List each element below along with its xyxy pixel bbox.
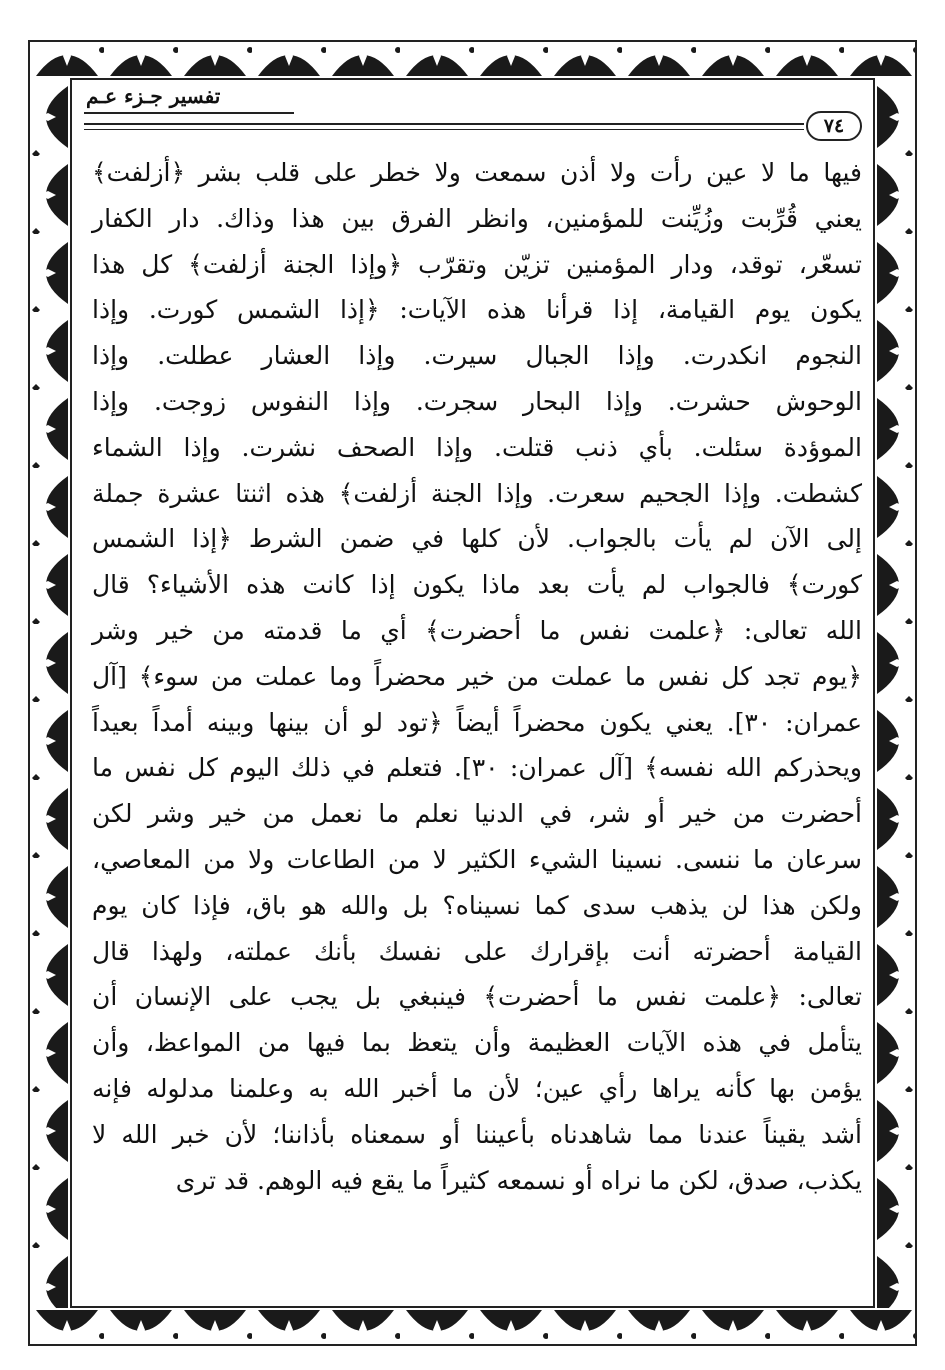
text-line: كورت﴾ فالجواب لم يأت بعد ماذا يكون إذا كانت هذه الأشياء؟ قال xyxy=(92,570,862,600)
text-line: يتأمل في هذه الآيات العظيمة وأن يتعظ بما فيها من المواعظ، وأن xyxy=(92,1028,862,1058)
text-line: أحضرت من خير أو شر، في الدنيا نعلم ما نعمل من خير وشر لكن xyxy=(92,799,862,829)
text-line: النجوم انكدرت. وإذا الجبال سيرت. وإذا العشار عطلت. وإذا xyxy=(92,341,862,371)
text-line: عمران: ٣٠]. يعني يكون محضراً أيضاً ﴿تود لو أن بينها وبينه أمداً بعيداً xyxy=(92,707,862,737)
text-line: أشد يقيناً عندنا مما شاهدناه بأعيننا أو سمعناه بأذاننا؛ لأن خبر الله لا xyxy=(92,1119,862,1149)
text-line: القيامة أحضرته أنت بإقرارك على نفسك بأنك عملته، ولهذا قال xyxy=(92,936,862,966)
title-underline xyxy=(84,112,294,114)
text-line: الموؤدة سئلت. بأي ذنب قتلت. وإذا الصحف نشرت. وإذا الشماء xyxy=(92,432,862,462)
ornament-border-bottom xyxy=(30,1308,915,1344)
text-line: يكون يوم القيامة، إذا قرأنا هذه الآيات: ﴿إذا الشمس كورت. وإذا xyxy=(92,295,862,325)
text-line: فيها ما لا عين رأت ولا أذن سمعت ولا خطر على قلب بشر ﴿أزلفت﴾ xyxy=(92,158,862,187)
page-number-badge xyxy=(806,111,862,141)
running-title: تفسير جـزء عـم xyxy=(86,84,221,108)
text-line: الله تعالى: ﴿علمت نفس ما أحضرت﴾ أي ما قدمته من خير وشر xyxy=(92,615,862,645)
header-rule xyxy=(84,123,804,125)
text-line: ولكن هذا لن يذهب سدى كما نسيناه؟ بل والله هو باق، فإذا كان يوم xyxy=(92,890,862,920)
text-line: تعالى: ﴿علمت نفس ما أحضرت﴾ فينبغي بل يجب على الإنسان أن xyxy=(92,982,862,1012)
ornament-border-right xyxy=(875,78,915,1308)
text-line: إلى الآن لم يأت بالجواب. لأن كلها في ضمن الشرط ﴿إذا الشمس xyxy=(92,524,862,554)
text-line: سرعان ما ننسى. نسينا الشيء الكثير لا من الطاعات ولا من المعاصي، xyxy=(92,844,862,874)
text-line: كشطت. وإذا الجحيم سعرت. وإذا الجنة أزلفت﴾ هذه اثنتا عشرة جملة xyxy=(92,478,862,508)
text-line: ﴿يوم تجد كل نفس ما عملت من خير محضراً وما عملت من سوء﴾ [آل xyxy=(92,661,862,691)
text-line: يكذب، صدق، لكن ما نراه أو نسمعه كثيراً ما يقع فيه الوهم. قد ترى xyxy=(175,1165,862,1195)
text-line: الوحوش حشرت. وإذا البحار سجرت. وإذا النفوس زوجت. وإذا xyxy=(92,386,862,416)
text-line: يؤمن بها كأنه يراها رأي عين؛ لأن ما أخبر الله به وعلمنا مدلوله فإنه xyxy=(92,1073,862,1103)
text-line: تسعّر، توقد، ودار المؤمنين تزيّن وتقرّب ﴿وإذا الجنة أزلفت﴾ كل هذا xyxy=(92,249,862,279)
ornament-border-top xyxy=(30,42,915,78)
text-line: ويحذركم الله نفسه﴾ [آل عمران: ٣٠]. فتعلم في ذلك اليوم كل نفس ما xyxy=(92,753,862,783)
page-number: ٧٤ xyxy=(823,115,845,137)
ornament-border-left xyxy=(30,78,70,1308)
header-rule-thin xyxy=(84,129,804,130)
page-body xyxy=(92,150,862,1203)
text-line: يعني قُرِّبت وزُيِّنت للمؤمنين، وانظر الفرق بين هذا وذاك. دار الكفار xyxy=(92,203,862,233)
